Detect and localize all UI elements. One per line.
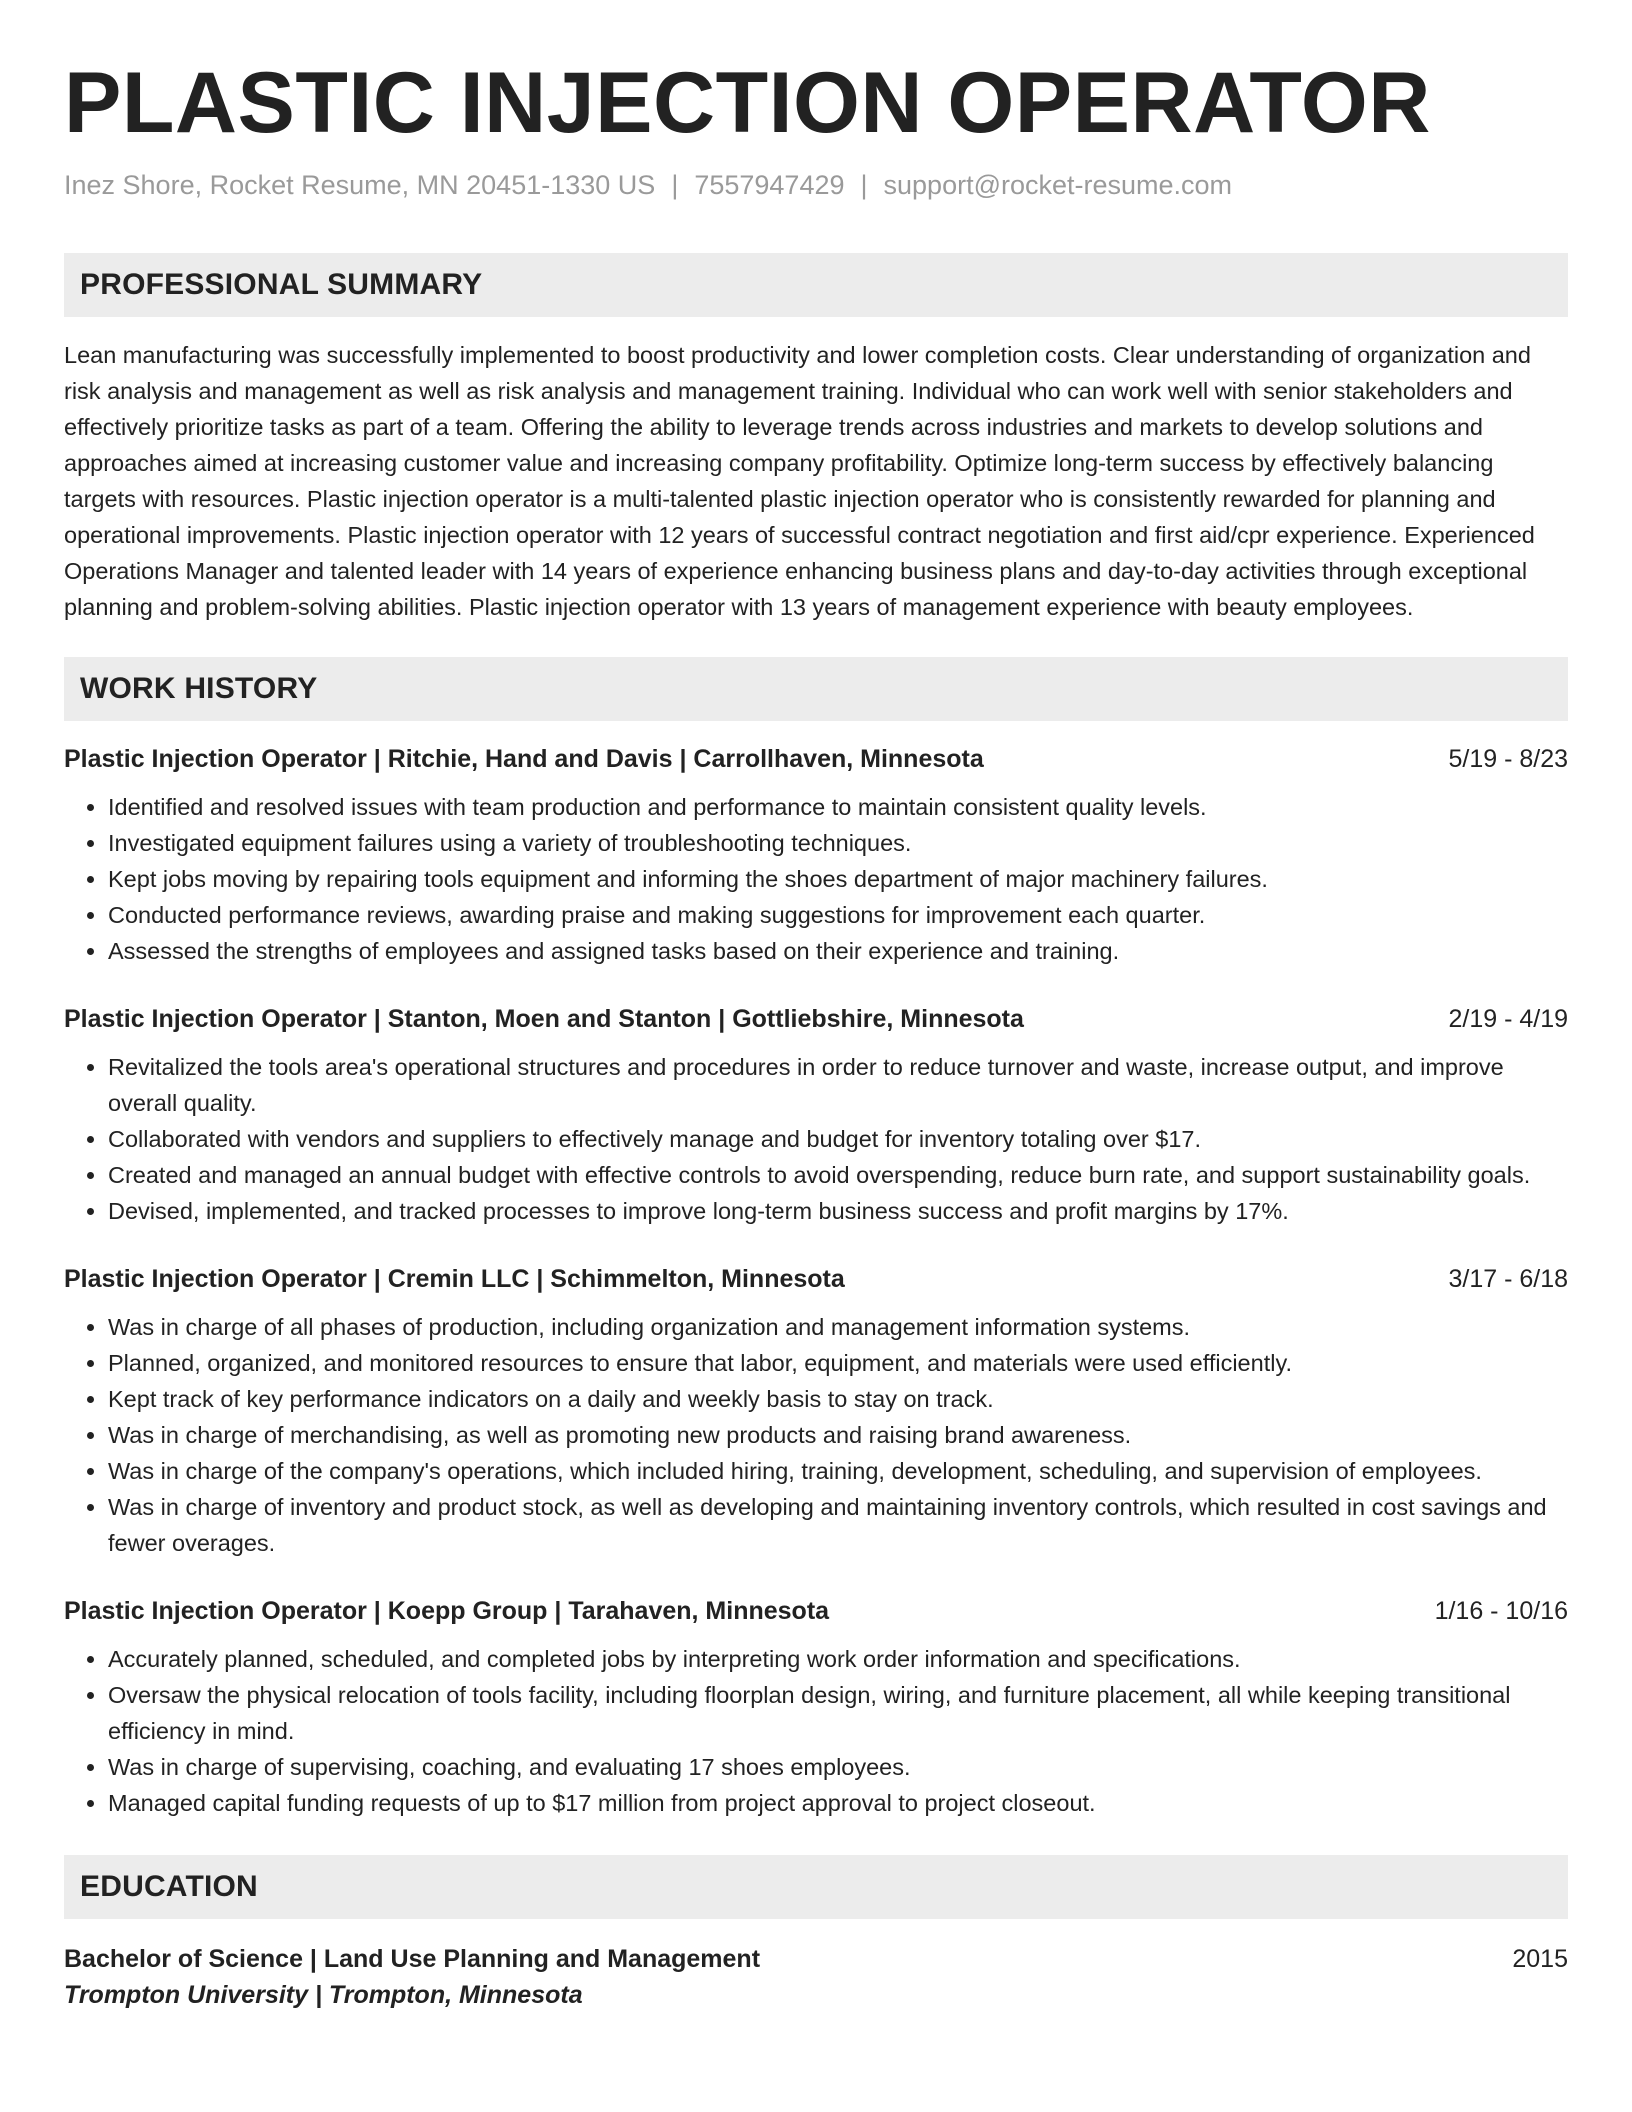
job-bullet: • Devised, implemented, and tracked processes to improve long-term business success and profit margins by 17%. [108, 1193, 1568, 1229]
work-history-section [64, 657, 1568, 1821]
education-header [64, 1941, 1568, 1977]
job-bullet: • Kept jobs moving by repairing tools equipment and informing the shoes department of major machinery failures. [108, 861, 1568, 897]
section-heading-summary: PROFESSIONAL SUMMARY [64, 253, 1568, 317]
job-title: Plastic Injection Operator | Ritchie, Hand and Davis | Carrollhaven, Minnesota [64, 745, 984, 773]
contact-line [64, 170, 1568, 201]
job-bullet: • Was in charge of inventory and product stock, as well as developing and maintaining inventory controls, which resulted in cost savings and fewer overages. [108, 1489, 1568, 1561]
job-bullet: • Was in charge of the company's operations, which included hiring, training, development, scheduling, and supervision of employees. [108, 1453, 1568, 1489]
job-header [64, 743, 1568, 775]
job-bullet: • Collaborated with vendors and suppliers to effectively manage and budget for inventory totaling over $17. [108, 1121, 1568, 1157]
job-header [64, 1263, 1568, 1295]
job-bullet: • Assessed the strengths of employees and assigned tasks based on their experience and training. [108, 933, 1568, 969]
job-dates: 3/17 - 6/18 [1448, 1265, 1568, 1293]
job-bullet: • Planned, organized, and monitored resources to ensure that labor, equipment, and materials were used efficiently. [108, 1345, 1568, 1381]
job-entry [64, 1003, 1568, 1229]
job-bullets [64, 1641, 1568, 1821]
job-dates: 1/16 - 10/16 [1434, 1597, 1568, 1625]
education-section [64, 1855, 1568, 2013]
job-bullet: • Managed capital funding requests of up to $17 million from project approval to project closeout. [108, 1785, 1568, 1821]
education-entry [64, 1941, 1568, 2013]
contact-phone: 7557947429 [694, 170, 845, 200]
job-header [64, 1003, 1568, 1035]
contact-separator: | [860, 170, 868, 200]
education-degree: Bachelor of Science | Land Use Planning and Management [64, 1945, 761, 1973]
job-bullets [64, 1049, 1568, 1229]
job-bullet: • Oversaw the physical relocation of tools facility, including floorplan design, wiring, and furniture placement, all while keeping transitional efficiency in mind. [108, 1677, 1568, 1749]
page-title: PLASTIC INJECTION OPERATOR [64, 55, 1431, 151]
job-bullets [64, 1309, 1568, 1561]
job-bullets [64, 789, 1568, 969]
job-bullet: • Revitalized the tools area's operational structures and procedures in order to reduce turnover and waste, increase output, and improve overall quality. [108, 1049, 1568, 1121]
job-bullet: • Created and managed an annual budget with effective controls to avoid overspending, reduce burn rate, and support sustainability goals. [108, 1157, 1568, 1193]
contact-address: Inez Shore, Rocket Resume, MN 20451-1330 US [64, 170, 656, 200]
job-title: Plastic Injection Operator | Cremin LLC | Schimmelton, Minnesota [64, 1265, 845, 1293]
job-bullet: • Accurately planned, scheduled, and completed jobs by interpreting work order information and specifications. [108, 1641, 1568, 1677]
job-entry [64, 1595, 1568, 1821]
job-entry [64, 743, 1568, 969]
job-bullet: • Was in charge of supervising, coaching, and evaluating 17 shoes employees. [108, 1749, 1568, 1785]
job-bullet: • Investigated equipment failures using a variety of troubleshooting techniques. [108, 825, 1568, 861]
job-header [64, 1595, 1568, 1627]
job-title: Plastic Injection Operator | Koepp Group | Tarahaven, Minnesota [64, 1597, 830, 1625]
section-heading-work-history: WORK HISTORY [64, 657, 1568, 721]
job-bullet: • Was in charge of merchandising, as well as promoting new products and raising brand awareness. [108, 1417, 1568, 1453]
contact-separator: | [671, 170, 679, 200]
job-dates: 5/19 - 8/23 [1448, 745, 1568, 773]
job-entry [64, 1263, 1568, 1561]
job-bullet: • Kept track of key performance indicators on a daily and weekly basis to stay on track. [108, 1381, 1568, 1417]
job-dates: 2/19 - 4/19 [1448, 1005, 1568, 1033]
section-heading-education: EDUCATION [64, 1855, 1568, 1919]
summary-text: Lean manufacturing was successfully implemented to boost productivity and lower completion costs. Clear understanding of organization and risk analysis and management as well as risk analysis and management training. Individual who can work well with senior stakeholders and effectively prioritize tasks as part of a team. Offering the ability to leverage trends across industries and markets to develop solutions and approaches aimed at increasing customer value and increasing company profitability. Optimize long-term success by effectively balancing targets with resources. Plastic injection operator is a multi-talented plastic injection operator who is consistently rewarded for planning and operational improvements. Plastic injection operator with 12 years of successful contract negotiation and first aid/cpr experience. Experienced Operations Manager and talented leader with 14 years of experience enhancing business plans and day-to-day activities through exceptional planning and problem-solving abilities. Plastic injection operator with 13 years of management experience with beauty employees. [64, 342, 1535, 620]
contact-email: support@rocket-resume.com [883, 170, 1233, 200]
job-bullet: • Identified and resolved issues with team production and performance to maintain consistent quality levels. [108, 789, 1568, 825]
job-bullet: • Conducted performance reviews, awarding praise and making suggestions for improvement each quarter. [108, 897, 1568, 933]
summary-section [64, 253, 1568, 625]
job-bullet: • Was in charge of all phases of production, including organization and management information systems. [108, 1309, 1568, 1345]
education-year: 2015 [1512, 1945, 1568, 1973]
education-school: Trompton University | Trompton, Minnesota [64, 1981, 583, 2009]
job-title: Plastic Injection Operator | Stanton, Moen and Stanton | Gottliebshire, Minnesota [64, 1005, 1024, 1033]
